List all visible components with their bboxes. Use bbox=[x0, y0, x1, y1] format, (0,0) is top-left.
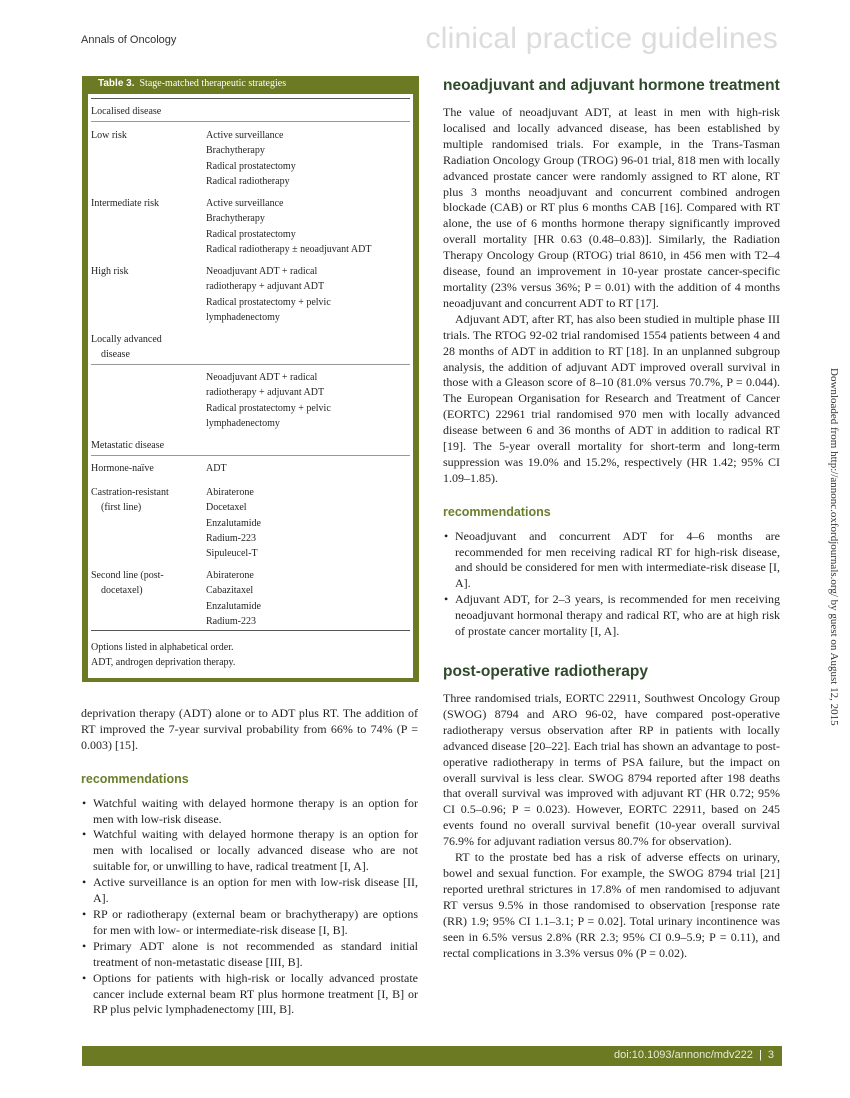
table-footnote: Options listed in alphabetical order. ADT, androgen deprivation therapy. bbox=[91, 642, 236, 669]
body-paragraph: Adjuvant ADT, after RT, has also been studied in multiple phase III trials. The RTOG 92-02 trial randomised 1554 patients between 4 and 28 months of ADT in addition to RT [18]. In an unplanned subgroup analysis, the addition of adjuvant ADT improved overall survival in those with a Gleason score of 8–10 (81.0% versus 70.7%, P = 0.044). The European Organisation for Research and Treatment of Cancer (EORTC) 22961 trial randomised 970 men with locally advanced disease between 6 and 36 months of ADT in addition to radical RT [19]. The 5-year overall mortality for short-term and long-term suppression was 19.0% and 15.2%, respectively (HR 1.42; 95% CI 1.09–1.85). bbox=[443, 311, 780, 485]
table-body bbox=[88, 94, 413, 678]
recommendations-list bbox=[443, 529, 780, 640]
list-item: • Adjuvant ADT, for 2–3 years, is recommended for men receiving neoadjuvant hormonal therapy and radical RT, who are at high risk of prostate cancer mortality [I, A]. bbox=[455, 592, 780, 640]
right-column bbox=[443, 76, 780, 961]
intermediate-risk-label: Intermediate risk bbox=[91, 198, 160, 209]
castration-resistant-label: Castration-resistant (first line) bbox=[91, 487, 169, 514]
body-paragraph: The value of neoadjuvant ADT, at least in men with high-risk localised and locally advanced disease, has been established by multiple randomised trials. For example, in the Trans-Tasman Radiation Oncology Group (TROG) 96-01 trial, 818 men with locally advanced prostate cancer were randomly assigned to RT alone, RT plus 3 months neoadjuvant and concurrent combined androgen blockade (CAB) or RT plus 6 months CAB [16]. Compared with RT alone, the use of 6 months hormone therapy significantly improved overall mortality [HR 0.63 (0.48–0.83)]. Similarly, the Radiation Therapy Oncology Group (RTOG) trial 8610, in 456 men with T2–4 disease, found an improvement in 10-year prostate cancer-specific mortality (23% versus 36%; P = 0.01) with the addition of 4 months neoadjuvant and concurrent ADT to RT [17]. bbox=[443, 105, 780, 310]
locally-advanced-label: Locally advanced disease bbox=[91, 334, 162, 361]
download-note: Downloaded from http://annonc.oxfordjournals.org/ by guest on August 12, 2015 bbox=[828, 368, 840, 726]
table-title: Stage-matched therapeutic strategies bbox=[139, 78, 287, 89]
high-risk-label: High risk bbox=[91, 266, 129, 277]
list-item: • Options for patients with high-risk or locally advanced prostate cancer include external beam RT plus hormone treatment [I, B] or RP plus pelvic lymphadenectomy [III, B]. bbox=[93, 971, 418, 1019]
low-risk-options: Active surveillance Brachytherapy Radical prostatectomy Radical radiotherapy bbox=[206, 130, 296, 187]
section-title: clinical practice guidelines bbox=[425, 22, 778, 55]
journal-name: Annals of Oncology bbox=[81, 34, 177, 46]
intermediate-risk-options: Active surveillance Brachytherapy Radical prostatectomy Radical radiotherapy ± neoadjuvant ADT bbox=[206, 198, 372, 255]
table-3 bbox=[82, 76, 419, 682]
metastatic-heading: Metastatic disease bbox=[91, 440, 165, 451]
list-item: • Watchful waiting with delayed hormone therapy is an option for men with localised or locally advanced disease who are not suitable for, or unwilling to have, radical treatment [I, A]. bbox=[93, 827, 418, 875]
body-paragraph: deprivation therapy (ADT) alone or to ADT plus RT. The addition of RT improved the 7-year survival probability from 66% to 74% (P = 0.003) [15]. bbox=[81, 706, 418, 752]
localised-heading: Localised disease bbox=[91, 106, 162, 117]
left-column bbox=[81, 706, 418, 1018]
table-label: Table 3. bbox=[98, 78, 135, 89]
page-number: 3 bbox=[767, 1049, 774, 1061]
castration-resistant-options: Abiraterone Docetaxel Enzalutamide Radium-223 Sipuleucel-T bbox=[206, 487, 261, 560]
locally-advanced-options: Neoadjuvant ADT + radical radiotherapy + adjuvant ADT Radical prostatectomy + pelvic lymphadenectomy bbox=[206, 372, 331, 429]
list-item: • Watchful waiting with delayed hormone therapy is an option for men with low-risk disease. bbox=[93, 796, 418, 828]
second-line-label: Second line (post- docetaxel) bbox=[91, 570, 164, 597]
section-heading-hormone: neoadjuvant and adjuvant hormone treatment bbox=[443, 77, 780, 94]
doi: doi:10.1093/annonc/mdv222 bbox=[614, 1049, 753, 1061]
high-risk-options: Neoadjuvant ADT + radical radiotherapy + adjuvant ADT Radical prostatectomy + pelvic lymphadenectomy bbox=[206, 266, 331, 323]
list-item: • Neoadjuvant and concurrent ADT for 4–6 months are recommended for men receiving radical RT for high-risk disease, and should be considered for men with intermediate-risk disease [I, A]. bbox=[455, 529, 780, 593]
recommendations-list bbox=[81, 796, 418, 1019]
body-paragraph: RT to the prostate bed has a risk of adverse effects on urinary, bowel and sexual function. For example, the SWOG 8794 trial [21] reported urethral strictures in 17.8% of men randomised to adjuvant RT versus 9.5% in those randomised to observation [response rate (RR) 1.9; 95% CI 1.1–3.1; P = 0.02]. Total urinary incontinence was seen in 6.5% versus 2.8% (RR 2.3; 95% CI 0.9–5.9; P = 0.11), and rectal complications in 3.3% versus 0% (P = 0.02). bbox=[443, 850, 780, 960]
table-caption bbox=[98, 78, 286, 89]
footer-text: doi:10.1093/annonc/mdv222 | 3 bbox=[614, 1049, 774, 1061]
list-item: • RP or radiotherapy (external beam or brachytherapy) are options for men with low- or intermediate-risk disease [I, B]. bbox=[93, 907, 418, 939]
hormone-naive-label: Hormone-naïve bbox=[91, 463, 154, 474]
low-risk-label: Low risk bbox=[91, 130, 127, 141]
hormone-naive-option: ADT bbox=[206, 463, 227, 474]
recommendations-heading: recommendations bbox=[81, 771, 189, 786]
section-heading-radiotherapy: post-operative radiotherapy bbox=[443, 663, 648, 680]
recommendations-heading: recommendations bbox=[443, 504, 551, 519]
list-item: • Primary ADT alone is not recommended as standard initial treatment of non-metastatic disease [III, B]. bbox=[93, 939, 418, 971]
body-paragraph: Three randomised trials, EORTC 22911, Southwest Oncology Group (SWOG) 8794 and ARO 96-02, have compared post-operative radiotherapy versus observation after RP in patients with locally advanced disease [20–22]. Each trial has shown an advantage to post-operative radiotherapy in terms of PSA failure, but the impact on overall survival is less clear. SWOG 8794 reported after 198 deaths that overall survival was improved with adjuvant RT (HR 0.72; 95% CI 0.5–0.96; P = 0.023). However, EORTC 22911, based on 245 events found no overall survival benefit (10-year overall survival 76.9% for adjuvant radiation versus 80.7% for observation). bbox=[443, 691, 780, 849]
footer-bar bbox=[82, 1046, 782, 1066]
second-line-options: Abiraterone Cabazitaxel Enzalutamide Radium-223 bbox=[206, 570, 261, 627]
list-item: • Active surveillance is an option for men with low-risk disease [II, A]. bbox=[93, 875, 418, 907]
